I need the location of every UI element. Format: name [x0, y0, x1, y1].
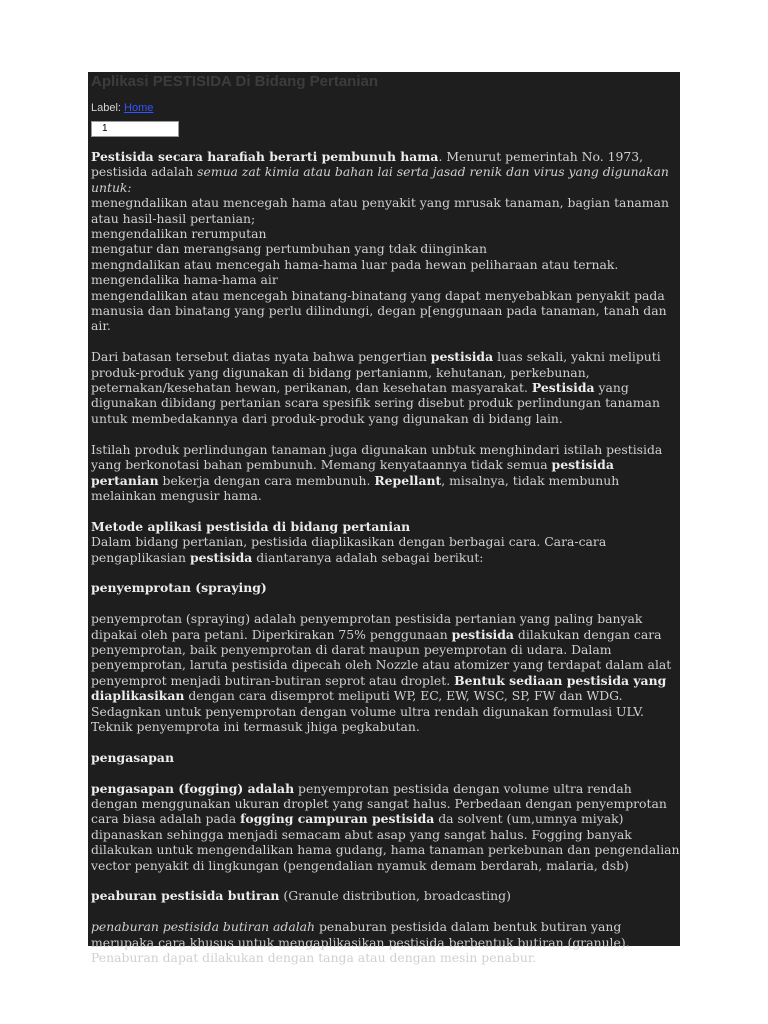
text: (Granule distribution, broadcasting)	[279, 888, 511, 904]
text: luas sekali, yakni meliputi produk-produk yang digunakan di bidang pertanianm, kehutanan, perkebunan, peternakan/kesehatan hewan, perikanan, dan kesehatan masyarakat.	[91, 349, 661, 396]
bold-text: pestisida	[451, 626, 514, 642]
intro-italic: semua zat kimia atau bahan lai serta jasad renik dan virus yang digunakan untuk:	[91, 164, 669, 195]
use-item: mengendalika hama-hama air	[91, 272, 278, 288]
label-row	[91, 101, 680, 115]
section-heading-fogging	[91, 750, 680, 765]
text: dengan cara disemprot meliputi WP, EC, EW, WSC, SP, FW dan WDG. Sedagnkan untuk penyemprotan dengan volume ultra rendah digunakan formulasi ULV. Teknik penyemprota ini termasuk jhiga pegkabutan.	[91, 688, 644, 734]
text: penyemprotan pestisida dengan volume ultra rendah dengan menggunakan ukuran droplet yang sangat halus. Perbedaan dengan penyemprotan cara biasa adalah pada	[91, 780, 667, 827]
heading-text: peaburan pestisida butiran	[91, 888, 280, 904]
text: da solvent (um,umnya miyak) dipanaskan sehingga menjadi semacam abut asap yang sangat halus. Fogging banyak dilakukan untuk mengendalikan hama gudang, hama tanaman perkebunan dan pengendalian vector penyakit di lingkungan (pengendalian nyamuk demam berdarah, malaria, dsb)	[91, 811, 680, 873]
bold-text: pestisida	[189, 549, 253, 565]
section-heading-granule	[91, 888, 680, 903]
bold-text: pestisida	[430, 349, 494, 365]
section-heading-metode	[91, 519, 680, 534]
paragraph-terms	[91, 442, 680, 504]
text: Istilah produk perlindungan tanaman juga digunakan unbtuk menghindari istilah pestisida yang berkonotasi bahan pembunuh. Memang kenyataannya tidak semua	[91, 441, 663, 473]
heading-text: penyemprotan (spraying)	[91, 580, 267, 596]
text: penaburan pestisida dalam bentuk butiran yang merupaka cara khusus untuk mengaplikasikan pestisida berbentuk butiran (granule). Penaburan dapat dilakukan dengan tanga atau dengan mesin penabur.	[91, 919, 630, 965]
page-title: Aplikasi PESTISIDA Di Bidang Pertanian	[91, 73, 379, 90]
text: diantaranya adalah sebagai berikut:	[252, 549, 484, 565]
page-number-input[interactable]: 1	[91, 121, 179, 137]
bold-text: pengasapan (fogging) adalah	[91, 780, 295, 796]
heading-text: pengasapan	[91, 749, 174, 765]
section-heading-spraying	[91, 580, 680, 595]
paragraph-granule	[91, 919, 680, 965]
paragraph-definition	[91, 349, 680, 426]
bold-text: pestisida pertanian	[91, 457, 614, 488]
paragraph-metode	[91, 534, 680, 565]
paragraph-spraying	[91, 611, 680, 734]
use-item: mengendalikan atau mencegah binatang-binatang yang dapat menyebabkan penyakit pada manusia dan binatang yang perlu dilindungi, degan p[enggunaan pada tanaman, tanah dan air.	[91, 287, 667, 334]
bold-text: Repellant	[374, 472, 442, 488]
bold-text: Bentuk sediaan pestisida yang diaplikasikan	[91, 672, 667, 704]
italic-text: penaburan pestisida butiran adalah	[91, 919, 316, 935]
article-body	[91, 149, 680, 965]
text: penyemprotan (spraying) adalah penyemprotan pestisida pertanian yang paling banyak dipakai oleh para petani. Diperkirakan 75% penggunaan	[91, 611, 643, 642]
text: Dalam bidang pertanian, pestisida diaplikasikan dengan berbagai cara. Cara-cara pengaplikasian	[91, 534, 607, 565]
paragraph-fogging	[91, 781, 680, 873]
document-page	[88, 72, 680, 965]
text: bekerja dengan cara membunuh.	[158, 472, 375, 488]
use-item: menegndalikan atau mencegah hama atau penyakit yang mrusak tanaman, bagian tanaman atau hasil-hasil pertanian;	[91, 195, 669, 226]
text: Dari batasan tersebut diatas nyata bahwa pengertian	[91, 349, 431, 365]
text: yang digunakan dibidang pertanian scara spesifik sering disebut produk perlindungan tanaman untuk membedakannya dari produk-produk yang digunakan di bidang lain.	[91, 380, 660, 426]
heading-text: Metode aplikasi pestisida di bidang pertanian	[91, 518, 411, 534]
bold-text: fogging campuran pestisida	[240, 811, 435, 827]
use-item: mengndalikan atau mencegah hama-hama luar pada hewan peliharaan atau ternak.	[91, 256, 619, 272]
intro-bold: Pestisida secara harafiah berarti pembunuh hama	[91, 149, 439, 164]
text: dilakukan dengan cara penyemprotan, baik penyemprotan di darat maupun peyemprotan di udara. Dalam penyemprotan, laruta pestisida dipecah oleh Nozzle atau atomizer yang terdapat dalam alat penyemprot menjadi butiran-butiran seprot atau droplet.	[91, 626, 672, 688]
use-item: mengendalikan rerumputan	[91, 226, 267, 242]
intro-text: . Menurut pemerintah No. 1973, pestisida adalah	[91, 149, 644, 180]
bold-text: Pestisida	[531, 380, 595, 396]
label-home-link[interactable]: Home	[124, 102, 154, 114]
label-prefix: Label:	[91, 102, 121, 114]
use-item: mengatur dan merangsang pertumbuhan yang tdak diinginkan	[91, 241, 488, 257]
intro-paragraph	[91, 149, 680, 195]
text: , misalnya, tidak membunuh melainkan mengusir hama.	[91, 472, 620, 503]
